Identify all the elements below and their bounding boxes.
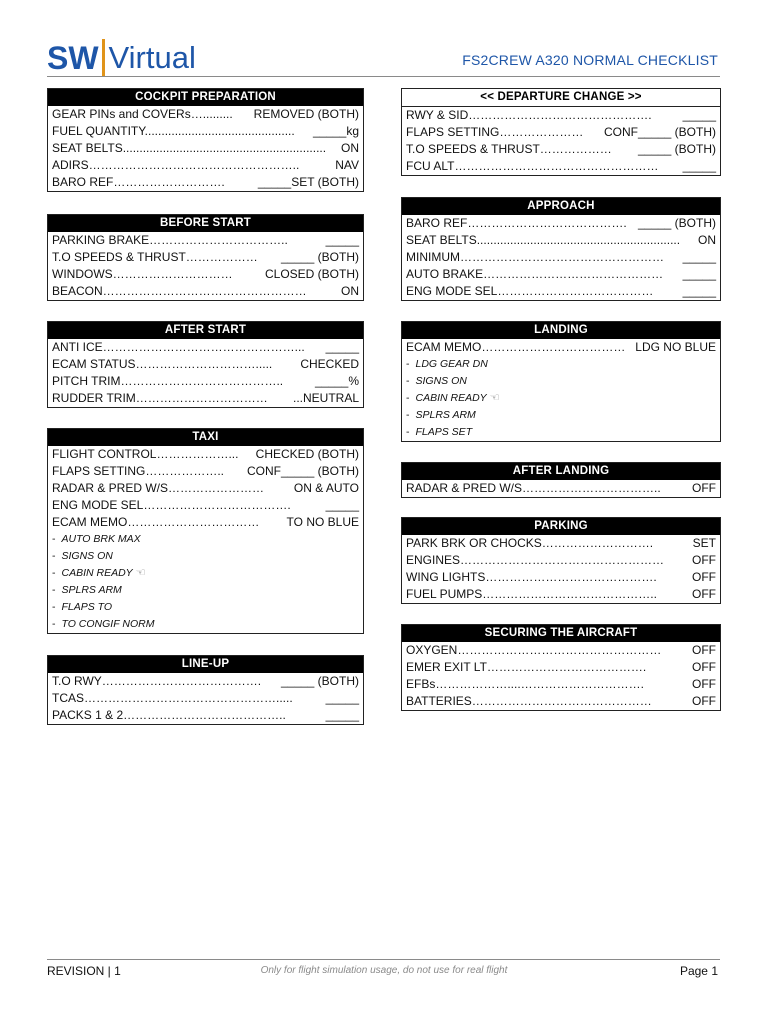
page-number: Page 1 (679, 964, 718, 978)
departure-change-box (401, 88, 721, 176)
item-value: ON (341, 284, 359, 298)
checklist-item-baro-ref (402, 215, 720, 232)
bullet-dash: - (406, 358, 410, 370)
sw-virtual-logo (47, 38, 196, 78)
item-value: ...NEUTRAL (292, 391, 359, 405)
pointing-hand-icon: ☜ (489, 392, 500, 404)
item-value: _____ (325, 498, 359, 512)
item-value: CHECKED (BOTH) (255, 447, 359, 461)
subitem-text: CABIN READY (415, 392, 487, 404)
item-label: OXYGEN…………………………………………… (406, 643, 662, 657)
approach-box (401, 197, 721, 301)
item-value: _____ (325, 708, 359, 722)
checklist-item-anti-ice (48, 339, 363, 356)
memo-subitem-flaps-set (402, 424, 720, 441)
item-label: ENG MODE SEL………………………………. (52, 498, 291, 512)
checklist-item-ecam-memo (48, 514, 363, 531)
checklist-item-fuel-pumps (402, 586, 720, 603)
item-label: FLAPS SETTING………………… (406, 125, 584, 139)
item-value: _____ (682, 159, 716, 173)
item-label: PACKS 1 & 2………………………………….. (52, 708, 286, 722)
item-value: OFF (692, 694, 716, 708)
bullet-dash: - (52, 567, 56, 579)
item-label: ECAM STATUS…………………………..... (52, 357, 273, 371)
checklist-item-gear-pins-and-covers (48, 106, 363, 123)
item-label: T.O SPEEDS & THRUST……………… (52, 250, 258, 264)
item-label: BEACON…………………………………………… (52, 284, 307, 298)
checklist-item-t-o-rwy (48, 673, 363, 690)
item-value: _____ (BOTH) (637, 142, 716, 156)
checklist-item-wing-lights (402, 569, 720, 586)
memo-subitem-auto-brk-max (48, 531, 363, 548)
revision-label: REVISION | 1 (47, 964, 121, 978)
subitem-text: SPLRS ARM (61, 584, 122, 596)
item-value: _____ (682, 267, 716, 281)
checklist-item-beacon (48, 283, 363, 300)
bullet-dash: - (406, 409, 410, 421)
section-title: APPROACH (402, 198, 720, 215)
item-label: ENGINES…………………………………………… (406, 553, 665, 567)
checklist-item-adirs (48, 157, 363, 174)
item-value: ON (698, 233, 716, 247)
section-title: BEFORE START (48, 215, 363, 232)
checklist-item-pitch-trim (48, 373, 363, 390)
item-label: ENG MODE SEL………………………………… (406, 284, 654, 298)
item-value: NAV (335, 158, 359, 172)
subitem-text: SIGNS ON (61, 550, 113, 562)
item-value: _____ (BOTH) (280, 674, 359, 688)
item-label: T.O RWY…………………………………. (52, 674, 262, 688)
item-label: ADIRS…………………………………………….. (52, 158, 300, 172)
item-label: GEAR PINs and COVERs…......... (52, 107, 233, 121)
subitem-text: SIGNS ON (415, 375, 467, 387)
item-label: FCU ALT…………………………………………… (406, 159, 659, 173)
checklist-item-ecam-memo (402, 339, 720, 356)
item-label: BARO REF………………………. (52, 175, 225, 189)
memo-subitem-splrs-arm (48, 582, 363, 599)
item-value: SET (692, 536, 716, 550)
item-label: TCAS…………………………………………..... (52, 691, 293, 705)
checklist-item-seat-belts (48, 140, 363, 157)
item-value: _____ (682, 250, 716, 264)
checklist-item-radar-pred-w-s (402, 480, 720, 497)
item-label: WING LIGHTS……………………………………. (406, 570, 657, 584)
item-value: ON (341, 141, 359, 155)
memo-subitem-ldg-gear-dn (402, 356, 720, 373)
document-title: FS2CREW A320 NORMAL CHECKLIST (462, 52, 718, 68)
item-label: FUEL PUMPS…………………………………….. (406, 587, 657, 601)
item-value: _____kg (312, 124, 359, 138)
checklist-item-flaps-setting (48, 463, 363, 480)
item-value: _____SET (BOTH) (257, 175, 359, 189)
checklist-item-fuel-quantity (48, 123, 363, 140)
bullet-dash: - (406, 392, 410, 404)
bullet-dash: - (406, 426, 410, 438)
bullet-dash: - (52, 584, 56, 596)
checklist-item-t-o-speeds-thrust (48, 249, 363, 266)
item-label: RADAR & PRED W/S…………………… (52, 481, 265, 495)
item-value: _____% (314, 374, 359, 388)
item-value: OFF (692, 587, 716, 601)
securing-aircraft-box (401, 624, 721, 711)
checklist-item-park-brk-or-chocks (402, 535, 720, 552)
item-value: OFF (692, 677, 716, 691)
item-value: REMOVED (BOTH) (253, 107, 359, 121)
item-label: EMER EXIT LT…………………………………. (406, 660, 647, 674)
memo-subitem-cabin-ready (48, 565, 363, 582)
section-title: LINE-UP (48, 656, 363, 673)
item-label: ECAM MEMO…………………………… (52, 515, 260, 529)
logo-divider (102, 39, 105, 77)
item-value: TO NO BLUE (286, 515, 359, 529)
item-value: _____ (325, 691, 359, 705)
item-label: ECAM MEMO……………………………… (406, 340, 626, 354)
item-label: BATTERIES……………………………………… (406, 694, 652, 708)
item-label: AUTO BRAKE……………………………………… (406, 267, 664, 281)
subitem-text: FLAPS TO (61, 601, 113, 613)
item-label: RADAR & PRED W/S…………………………….. (406, 481, 661, 495)
footer-divider (47, 959, 720, 960)
item-label: RUDDER TRIM…………………………… (52, 391, 268, 405)
after-landing-box (401, 462, 721, 498)
item-value: _____ (BOTH) (280, 250, 359, 264)
bullet-dash: - (52, 618, 56, 630)
item-label: FLIGHT CONTROL………………... (52, 447, 239, 461)
section-title: PARKING (402, 518, 720, 535)
item-value: CLOSED (BOTH) (264, 267, 359, 281)
subitem-text: LDG GEAR DN (415, 358, 488, 370)
item-label: MINIMUM…………………………………………… (406, 250, 664, 264)
landing-box (401, 321, 721, 442)
item-value: ON & AUTO (293, 481, 359, 495)
item-value: _____ (682, 284, 716, 298)
item-value: OFF (692, 553, 716, 567)
item-value: _____ (BOTH) (637, 216, 716, 230)
section-title: AFTER LANDING (402, 463, 720, 480)
checklist-item-seat-belts (402, 232, 720, 249)
item-label: FLAPS SETTING……………….. (52, 464, 225, 478)
checklist-item-engines (402, 552, 720, 569)
checklist-item-baro-ref (48, 174, 363, 191)
item-label: WINDOWS………………………… (52, 267, 233, 281)
item-value: CONF_____ (BOTH) (603, 125, 716, 139)
cockpit-preparation-box (47, 88, 364, 192)
item-label: SEAT BELTS............................................................. (406, 233, 681, 247)
section-title: TAXI (48, 429, 363, 446)
checklist-item-parking-brake (48, 232, 363, 249)
subitem-text: TO CONGIF NORM (61, 618, 155, 630)
memo-subitem-cabin-ready (402, 390, 720, 407)
memo-subitem-splrs-arm (402, 407, 720, 424)
after-start-box (47, 321, 364, 408)
item-label: PITCH TRIM………………………………….. (52, 374, 284, 388)
section-title: SECURING THE AIRCRAFT (402, 625, 720, 642)
item-value: _____ (682, 108, 716, 122)
checklist-item-radar-pred-w-s (48, 480, 363, 497)
memo-subitem-signs-on (402, 373, 720, 390)
bullet-dash: - (52, 533, 56, 545)
item-label: PARK BRK OR CHOCKS………………………. (406, 536, 654, 550)
item-label: PARKING BRAKE…………………………….. (52, 233, 288, 247)
checklist-item-tcas (48, 690, 363, 707)
taxi-box (47, 428, 364, 634)
checklist-item-flaps-setting (402, 124, 720, 141)
item-value: _____ (325, 340, 359, 354)
subitem-text: FLAPS SET (415, 426, 473, 438)
item-value: OFF (692, 481, 716, 495)
section-title: COCKPIT PREPARATION (48, 89, 363, 106)
item-value: CHECKED (300, 357, 359, 371)
logo-sw-text: SW (47, 39, 99, 76)
checklist-item-windows (48, 266, 363, 283)
checklist-item-flight-control (48, 446, 363, 463)
item-label: ANTI ICE…………………………………………... (52, 340, 305, 354)
item-label: SEAT BELTS............................................................. (52, 141, 327, 155)
subitem-text: CABIN READY (61, 567, 133, 579)
checklist-item-emer-exit-lt (402, 659, 720, 676)
bullet-dash: - (52, 601, 56, 613)
header-divider (47, 76, 720, 77)
item-label: T.O SPEEDS & THRUST……………… (406, 142, 612, 156)
checklist-item-auto-brake (402, 266, 720, 283)
item-label: BARO REF…………………………………. (406, 216, 627, 230)
checklist-item-fcu-alt (402, 158, 720, 175)
disclaimer-text: Only for flight simulation usage, do not use for real flight (260, 965, 508, 976)
section-title: LANDING (402, 322, 720, 339)
item-label: RWY & SID………………………………………. (406, 108, 652, 122)
subitem-text: SPLRS ARM (415, 409, 476, 421)
memo-subitem-signs-on (48, 548, 363, 565)
memo-subitem-to-congif-norm (48, 616, 363, 633)
checklist-item-eng-mode-sel (402, 283, 720, 300)
memo-subitem-flaps-to (48, 599, 363, 616)
line-up-box (47, 655, 364, 725)
bullet-dash: - (406, 375, 410, 387)
checklist-item-rwy-sid (402, 107, 720, 124)
checklist-item-t-o-speeds-thrust (402, 141, 720, 158)
checklist-item-rudder-trim (48, 390, 363, 407)
checklist-item-minimum (402, 249, 720, 266)
item-value: OFF (692, 570, 716, 584)
section-title: AFTER START (48, 322, 363, 339)
item-label: FUEL QUANTITY............................................. (52, 124, 295, 138)
bullet-dash: - (52, 550, 56, 562)
checklist-item-oxygen (402, 642, 720, 659)
subitem-text: AUTO BRK MAX (61, 533, 141, 545)
section-title: << DEPARTURE CHANGE >> (402, 89, 720, 107)
logo-virtual-text: Virtual (108, 40, 196, 75)
checklist-item-packs-1-2 (48, 707, 363, 724)
parking-box (401, 517, 721, 604)
checklist-item-ecam-status (48, 356, 363, 373)
item-value: OFF (692, 660, 716, 674)
checklist-item-efbs (402, 676, 720, 693)
item-value: _____ (325, 233, 359, 247)
checklist-item-eng-mode-sel (48, 497, 363, 514)
item-label: EFBs………………....…………………………. (406, 677, 645, 691)
item-value: CONF_____ (BOTH) (246, 464, 359, 478)
item-value: OFF (692, 643, 716, 657)
pointing-hand-icon: ☜ (135, 567, 146, 579)
item-value: LDG NO BLUE (635, 340, 716, 354)
before-start-box (47, 214, 364, 301)
checklist-item-batteries (402, 693, 720, 710)
